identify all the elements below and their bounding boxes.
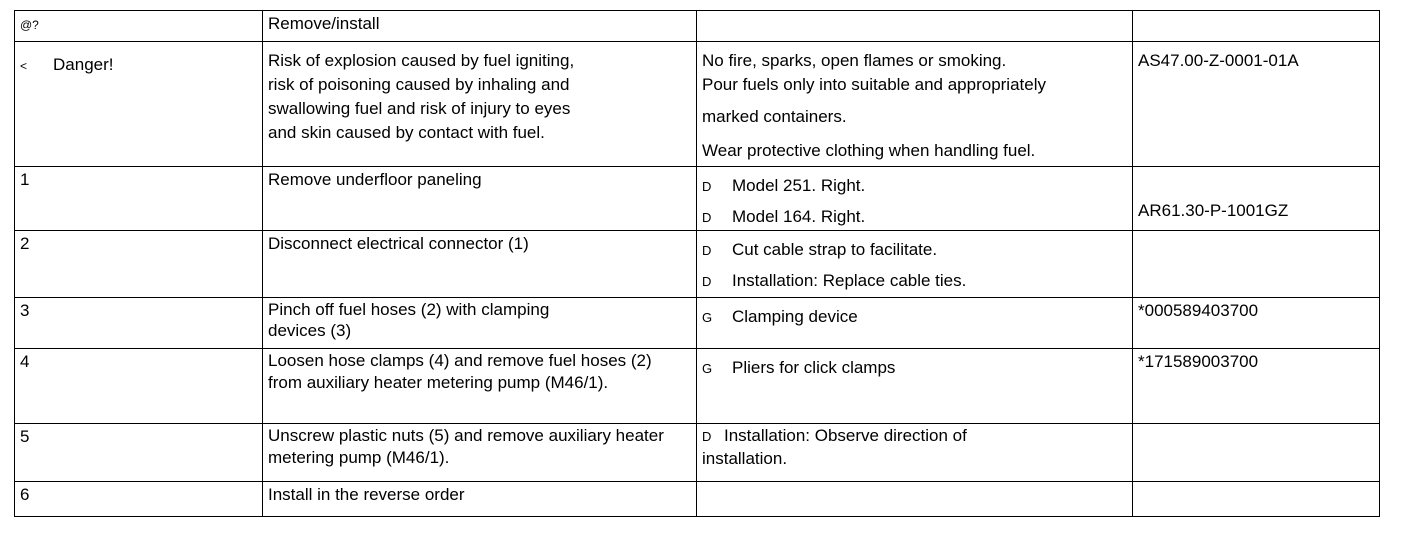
step-notes-cell <box>697 231 1133 298</box>
operation-symbol: @? <box>20 18 39 32</box>
danger-measure-cell <box>697 42 1133 167</box>
table-row <box>15 231 1380 298</box>
step-action-cell <box>263 231 697 298</box>
step-action: Install in the reverse order <box>268 485 465 504</box>
danger-label: Danger! <box>53 55 114 74</box>
step-number: 5 <box>20 427 30 446</box>
step-notes-cell <box>697 424 1133 482</box>
step-reference <box>1133 482 1379 483</box>
note-text: Clamping device <box>732 307 858 326</box>
note-text: Cut cable strap to facilitate. <box>732 240 938 259</box>
step-action: Disconnect electrical connector (1) <box>268 234 529 253</box>
step-number-cell <box>15 482 263 517</box>
step-action: Remove underfloor paneling <box>268 170 482 189</box>
note-marker-icon: D <box>702 210 712 225</box>
step-reference <box>1133 424 1379 425</box>
step-ref-cell <box>1133 298 1380 349</box>
step-reference: AR61.30-P-1001GZ <box>1138 201 1289 220</box>
step-number: 1 <box>20 170 30 189</box>
step-action-cell <box>263 482 697 517</box>
step-number-cell <box>15 167 263 231</box>
note-marker-icon: D <box>702 274 712 289</box>
step-action: Unscrew plastic nuts (5) and remove auxiliary heater metering pump (M46/1). <box>268 426 664 467</box>
step-number: 3 <box>20 301 30 320</box>
risk-line: swallowing fuel and risk of injury to eyes <box>268 99 571 118</box>
step-number-cell <box>15 231 263 298</box>
note-text: Installation: Observe direction of installation. <box>702 426 967 468</box>
step-action-cell <box>263 167 697 231</box>
table-row <box>15 167 1380 231</box>
step-ref-cell <box>1133 349 1380 424</box>
step-notes-cell <box>697 298 1133 349</box>
empty-cell <box>697 482 1133 517</box>
table-row <box>15 298 1380 349</box>
step-number-cell <box>15 298 263 349</box>
step-ref-cell <box>1133 231 1380 298</box>
table-row-title <box>15 11 1380 42</box>
note-text: Model 251. Right. <box>732 176 866 195</box>
step-number-cell <box>15 349 263 424</box>
step-number: 6 <box>20 485 30 504</box>
title-cell <box>263 11 697 42</box>
step-number: 4 <box>20 352 30 371</box>
note-marker-icon: D <box>702 179 712 194</box>
note-text: Model 164. Right. <box>732 207 866 226</box>
procedure-table <box>14 10 1380 517</box>
step-action-cell <box>263 298 697 349</box>
danger-reference: AS47.00-Z-0001-01A <box>1138 51 1299 70</box>
measure-line: No fire, sparks, open flames or smoking. <box>702 51 1007 70</box>
step-action-cell <box>263 424 697 482</box>
note-marker-icon: G <box>702 361 713 376</box>
table-row-danger <box>15 42 1380 167</box>
step-notes-cell <box>697 167 1133 231</box>
table-row <box>15 482 1380 517</box>
risk-line: risk of poisoning caused by inhaling and <box>268 75 570 94</box>
step-reference: *171589003700 <box>1138 352 1259 371</box>
step-reference: *000589403700 <box>1138 301 1259 320</box>
warning-icon: < <box>20 59 28 73</box>
step-number-cell <box>15 424 263 482</box>
step-notes-cell <box>697 349 1133 424</box>
symbol-cell <box>15 11 263 42</box>
note-marker-icon: G <box>702 310 713 325</box>
step-number: 2 <box>20 234 30 253</box>
step-action-cell <box>263 349 697 424</box>
step-ref-cell <box>1133 424 1380 482</box>
step-ref-cell <box>1133 167 1380 231</box>
measure-line: marked containers. <box>702 107 847 126</box>
note-marker-icon: D <box>702 429 712 444</box>
operation-title: Remove/install <box>268 14 380 33</box>
danger-ref-cell <box>1133 42 1380 167</box>
step-action: Pinch off fuel hoses (2) with clamping devices (3) <box>268 300 550 340</box>
danger-risk-cell <box>263 42 697 167</box>
danger-label-cell <box>15 42 263 167</box>
table-row <box>15 424 1380 482</box>
table-row <box>15 349 1380 424</box>
empty-cell <box>697 11 1133 42</box>
risk-line: Risk of explosion caused by fuel igniting, <box>268 51 575 70</box>
step-action: Loosen hose clamps (4) and remove fuel hoses (2) from auxiliary heater metering pump (M46/1). <box>268 351 652 392</box>
measure-line: Pour fuels only into suitable and appropriately <box>702 75 1046 94</box>
measure-line: Wear protective clothing when handling fuel. <box>702 141 1036 160</box>
note-text: Installation: Replace cable ties. <box>732 271 967 290</box>
step-ref-cell <box>1133 482 1380 517</box>
note-text: Pliers for click clamps <box>732 358 896 377</box>
risk-line: and skin caused by contact with fuel. <box>268 123 545 142</box>
step-reference <box>1133 231 1379 232</box>
note-marker-icon: D <box>702 243 712 258</box>
empty-cell <box>1133 11 1380 42</box>
